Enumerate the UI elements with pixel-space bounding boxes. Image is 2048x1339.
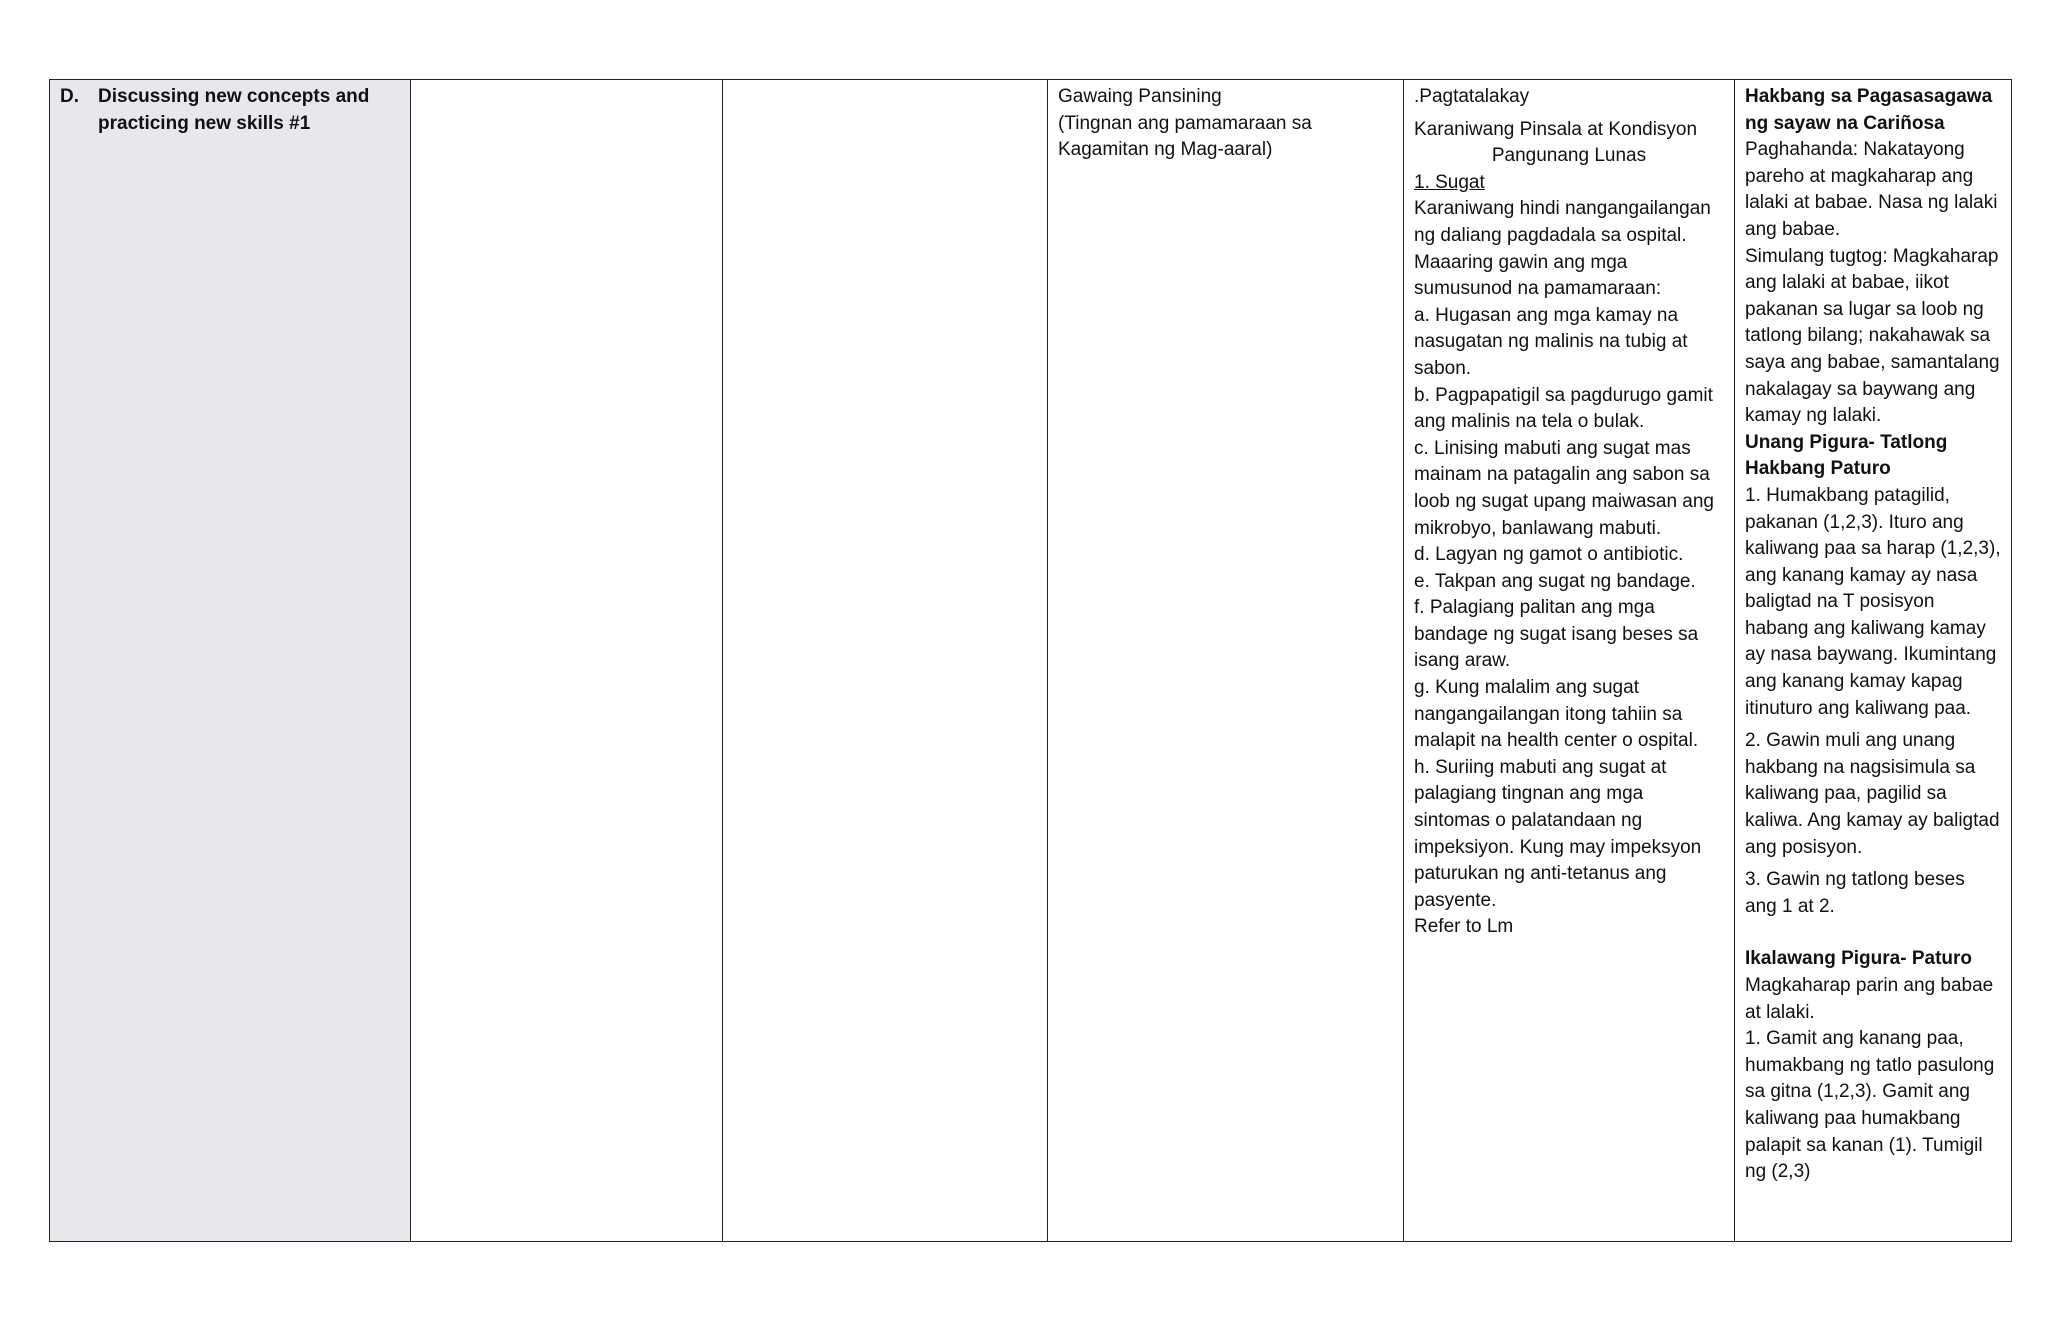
discussion-step-e: e. Takpan ang sugat ng bandage.: [1414, 570, 1696, 592]
discussion-step-a: a. Hugasan ang mga kamay na nasugatan ng malinis na tubig at sabon.: [1414, 304, 1688, 379]
second-figure-intro: Magkaharap parin ang babae at lalaki.: [1745, 975, 1994, 1023]
discussion-step-g: g. Kung malalim ang sugat nangangailangan itong tahiin sa malapit na health center o ospital.: [1414, 677, 1699, 752]
empty-cell-1: [411, 80, 723, 1242]
first-figure-step: 2. Gawin muli ang unang hakbang na nagsisimula sa kaliwang paa, pagilid sa kaliwa. Ang kamay ay baligtad ang posisyon.: [1745, 730, 2000, 858]
dance-preparation: Paghahanda: Nakatayong pareho at magkaharap ang lalaki at babae. Nasa ng lalaki ang babae.: [1745, 139, 1998, 240]
first-figure-step: 3. Gawin ng tatlong beses ang 1 at 2.: [1745, 869, 1965, 917]
row-letter: D.: [60, 86, 79, 107]
second-figure-heading: Ikalawang Pigura- Paturo: [1745, 948, 1972, 970]
discussion-paragraph: Karaniwang hindi nangangailangan ng daliang pagdadala sa ospital. Maaaring gawin ang mga sumusunod na pamamaraan:: [1414, 198, 1711, 300]
activity-note: (Tingnan ang pamamaraan sa Kagamitan ng Mag-aaral): [1058, 112, 1312, 161]
activity-cell: [1048, 80, 1404, 1242]
discussion-step-d: d. Lagyan ng gamot o antibiotic.: [1414, 544, 1684, 566]
dance-steps-cell: [1735, 80, 2012, 1242]
activity-title: Gawaing Pansining: [1058, 86, 1222, 107]
second-figure-step: 1. Gamit ang kanang paa, humakbang ng tatlo pasulong sa gitna (1,2,3). Gamit ang kaliwang paa humakbang palapit sa kanan (1). Tumigil ng (2,3): [1745, 1028, 1995, 1183]
lesson-plan-table: [49, 79, 2012, 1242]
empty-cell-2: [723, 80, 1048, 1242]
discussion-title: Karaniwang Pinsala at Kondisyon: [1414, 118, 1698, 140]
first-figure-heading: Unang Pigura- Tatlong Hakbang Paturo: [1745, 431, 1948, 480]
discussion-subtitle: Pangunang Lunas: [1491, 145, 1647, 167]
dance-heading: Hakbang sa Pagasasagawa ng sayaw na Cariñosa: [1745, 86, 1993, 134]
discussion-step-b: b. Pagpapatigil sa pagdurugo gamit ang malinis na tela o bulak.: [1414, 384, 1713, 433]
row-label: Discussing new concepts and practicing new skills #1: [98, 86, 370, 134]
first-figure-step: 1. Humakbang patagilid, pakanan (1,2,3). Ituro ang kaliwang paa sa harap (1,2,3), ang kanang kamay ay nasa baligtad na T posisyon habang ang kaliwang kamay ay nasa baywang. Ikumintang ang kanang kamay kapag itinuturo ang kaliwang paa.: [1745, 484, 2001, 719]
discussion-step-h: h. Suriing mabuti ang sugat at palagiang tingnan ang mga sintomas o palatandaan ng impeksiyon. Kung may impeksyon paturukan ng anti-tetanus ang pasyente.: [1414, 756, 1702, 911]
discussion-subheading: 1. Sugat: [1414, 171, 1485, 193]
table-row: [50, 80, 2012, 1242]
discussion-step-c: c. Linising mabuti ang sugat mas mainam na patagalin ang sabon sa loob ng sugat upang maiwasan ang mikrobyo, banlawang mabuti.: [1414, 437, 1715, 539]
discussion-cell: [1404, 80, 1735, 1242]
discussion-reference: Refer to Lm: [1414, 916, 1514, 938]
dance-start: Simulang tugtog: Magkaharap ang lalaki at babae, iikot pakanan sa lugar sa loob ng tatlong bilang; nakahawak sa saya ang babae, samantalang nakalagay sa baywang ang kamay ng lalaki.: [1745, 245, 2000, 427]
discussion-intro: .Pagtatalakay: [1414, 86, 1530, 107]
discussion-step-f: f. Palagiang palitan ang mga bandage ng sugat isang beses sa isang araw.: [1414, 597, 1699, 672]
row-label-cell: [50, 80, 411, 1242]
